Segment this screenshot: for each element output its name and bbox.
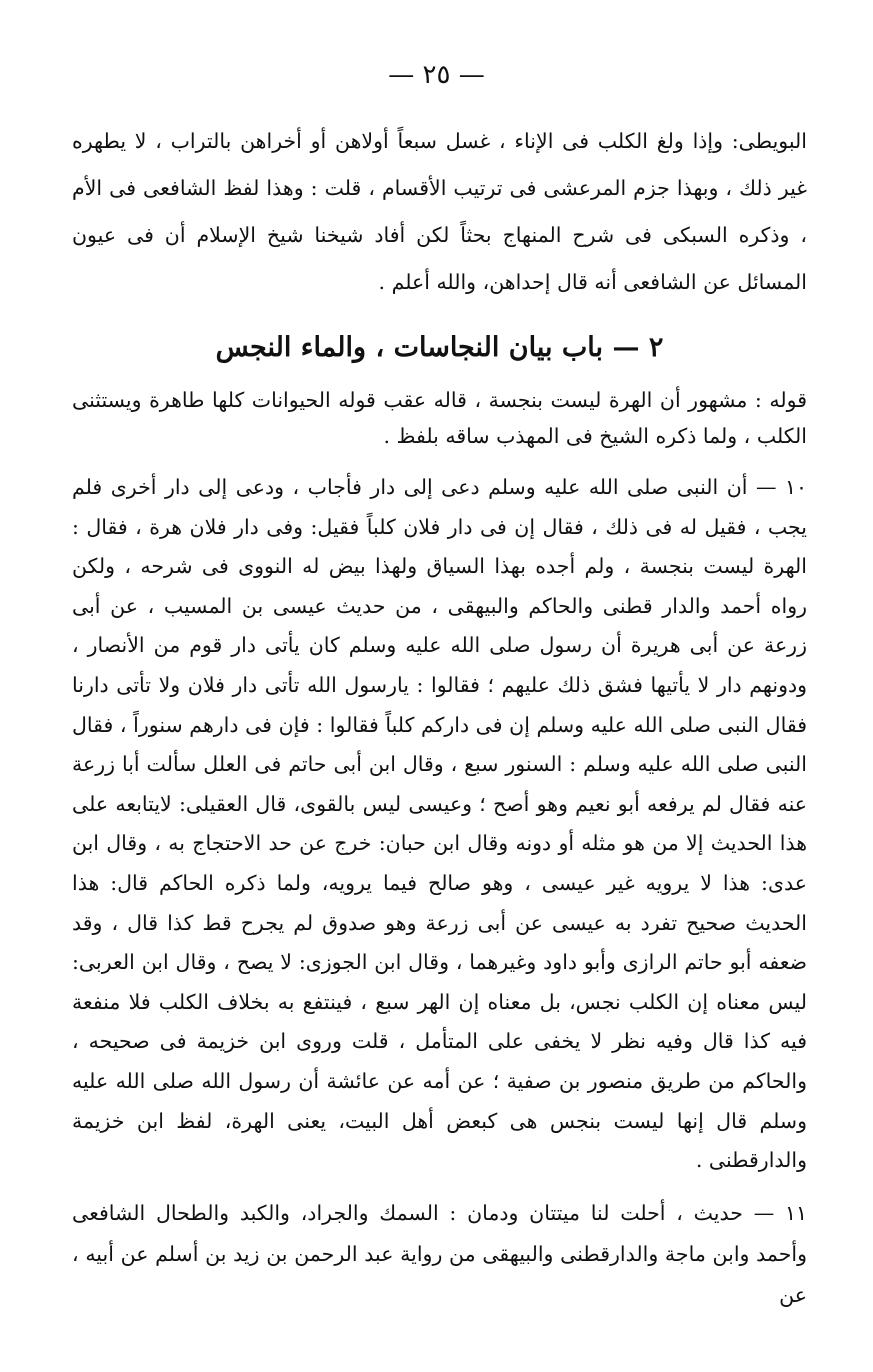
qawluh-paragraph: قوله : مشهور أن الهرة ليست بنجسة ، قاله عقب قوله الحيوانات كلها طاهرة ويستثنى الكلب ، ولما ذكره الشيخ فى المهذب ساقه بلفظ . xyxy=(72,388,807,448)
page-body xyxy=(72,118,807,1316)
page-number: — ٢٥ — xyxy=(388,60,485,90)
hadith-11-paragraph: ١١ — حديث ، أحلت لنا ميتتان ودمان : السمك والجراد، والكبد والطحال الشافعى وأحمد وابن ماجة والدارقطنى والبيهقى من رواية عبد الرحمن بن زيد بن أسلم عن أبيه ، عن xyxy=(72,1200,807,1307)
hadith-10-paragraph: ١٠ — أن النبى صلى الله عليه وسلم دعى إلى دار فأجاب ، ودعى إلى دار أخرى فلم يجب ، فقيل له فى ذلك ، فقال إن فى دار فلان كلباً فقيل: وفى دار فلان هرة ، فقال : الهرة ليست بنجسة ، ولم أجده بهذا السياق ولهذا بيض له النووى فى شرحه ، ولكن رواه أحمد والدار قطنى والحاكم والبيهقى ، من حديث عيسى بن المسيب ، عن أبى زرعة عن أبى هريرة أن رسول صلى الله عليه وسلم كان يأتى دار قوم من الأنصار ، ودونهم دار لا يأتيها فشق ذلك عليهم ؛ فقالوا : يارسول الله تأتى دار فلان ولا تأتى دارنا فقال النبى صلى الله عليه وسلم إن فى داركم كلباً فقالوا : فإن فى دارهم سنوراً ، فقال النبى صلى الله عليه وسلم : السنور سبع ، وقال ابن أبى حاتم فى العلل سألت أبا زرعة عنه فقال لم يرفعه أبو نعيم وهو أصح ؛ وعيسى ليس بالقوى، قال العقيلى: لايتابعه على هذا الحديث إلا من هو مثله أو دونه وقال ابن حبان: خرج عن حد الاحتجاج به ، وقال ابن عدى: هذا لا يرويه غير عيسى ، وهو صالح فيما يرويه، ولما ذكره الحاكم قال: هذا الحديث صحيح تفرد به عيسى عن أبى زرعة وهو صدوق لم يجرح قط كذا قال ، وقد ضعفه أبو حاتم الرازى وأبو داود وغيرهما ، وقال ابن الجوزى: لا يصح ، وقال ابن العربى: ليس معناه إن الكلب نجس، بل معناه إن الهر سبع ، فينتفع به بخلاف الكلب فلا منفعة فيه كذا قال وفيه نظر لا يخفى على المتأمل ، قلت وروى ابن خزيمة فى صحيحه ، والحاكم من طريق منصور بن صفية ؛ عن أمه عن عائشة أن رسول الله صلى الله عليه وسلم قال إنها ليست بنجس هى كبعض أهل البيت، يعنى الهرة، لفظ ابن خزيمة والدارقطنى . xyxy=(72,475,807,1173)
intro-paragraph: البويطى: وإذا ولغ الكلب فى الإناء ، غسل سبعاً أولاهن أو أخراهن بالتراب ، لا يطهره غير ذلك ، وبهذا جزم المرعشى فى ترتيب الأقسام ، قلت : وهذا لفظ الشافعى فى الأم ، وذكره السبكى فى شرح المنهاج بحثاً لكن أفاد شيخنا شيخ الإسلام أن فى عيون المسائل عن الشافعى أنه قال إحداهن، والله أعلم . xyxy=(72,129,807,294)
chapter-heading: ٢ — باب بيان النجاسات ، والماء النجس xyxy=(215,332,664,363)
